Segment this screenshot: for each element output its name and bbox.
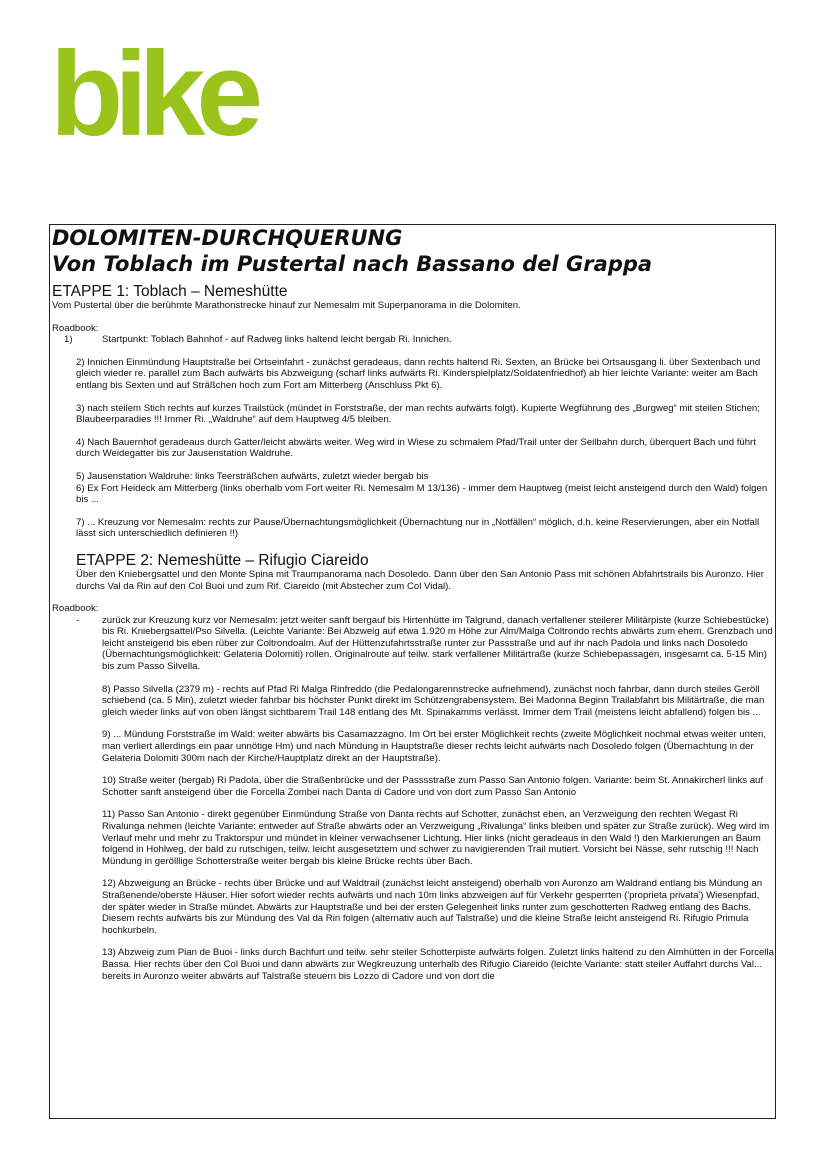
stage1-heading: ETAPPE 1: Toblach – Nemeshütte — [52, 283, 288, 300]
stage2-intro: Über den Kniebergsattel und den Monte Spina mit Traumpanorama nach Dosoledo. Dann über den San Antonio Pass mit schönen Abfahrtstrails bis Auronzo. Hier durchs Val da Rin auf den Col Buoi und zum Rif. Ciareido (mit Abstecher zum Col Vidal). — [76, 568, 764, 592]
stage2-step-first — [52, 615, 775, 673]
stage2-step: 10) Straße weiter (bergab) Ri Padola, über die Straßenbrücke und der Passsstraße zum Passo San Antonio folgen. Variante: beim St. Annakircherl links auf Schotter sanft ansteigend über die Forcella Zombei nach Danta di Cadore und von dort zum Passo San Antonio — [102, 775, 764, 798]
stage2-step: 11) Passo San Antonio - direkt gegenüber Einmündung Straße von Danta rechts auf Schotter, zunächst eben, an Verzweigung den rechten Wegast Ri Rivalunga nehmen (leichte Variante: entweder auf Straße abwärts oder an Verzweigung „Rivalunga“ links bleiben und später zur Straße zurück). Weg wird im Verlauf mehr und mehr zu Traktorspur und mündet in kleiner verwachsener Lichtung. Hier links (nicht geradeaus in den Wald !) den Markierungen an Baum folgend in Hohlweg, der bald zu rutschigen, teilw. leicht ausgesetztem und schwer zu navigierenden Trail mutiert. Vorsicht bei Nässe, sehr rutschig !!! Nach Mündung in gerölllige Schotterstraße weiter bergab bis kleine Brücke rechts über Bach. — [102, 809, 770, 867]
stage2-step: 12) Abzweigung an Brücke - rechts über Brücke und auf Waldtrail (zunächst leicht ansteigend) oberhalb von Auronzo am Waldrand entlang bis Mündung an Straßenende/oberste Häuser. Hier sofort wieder rechts aufwärts und nach 10m links abzweigen auf für Verkehr gesperrten ('proprieta privata') Wiesenpfad, der später wieder in Straße mündet. Abwärts zur Hauptstraße und bei der ersten Gelegenheit links runter zum geschotterten Radweg entlang des Bachs. Diesem rechts aufwärts bis zur Mündung des Val da Rin folgen (alternativ auch auf Talstraße) und die kleine Straße leicht ansteigend Ri. Rifugio Primula hochkurbeln. — [102, 878, 763, 936]
stage2-step: 9) ... Mündung Forststraße im Wald: weiter abwärts bis Casamazzagno. Im Ort bei erster Möglichkeit rechts (zweite Möglichkeit nochmal etwas weiter unten, man verliert allerdings ein paar unnötige Hm) und nach Mündung in Hauptstraße dieser rechts leicht aufwärts nach Dosoledo folgen (Übernachtung in der Gelateria Dolomiti 300m nach der Kirche/Hauptplatz direkt an der Hauptstraße). — [102, 729, 766, 764]
stage1-step: 5) Jausenstation Waldruhe: links Teersträßchen aufwärts, zuletzt wieder bergab bis 6) Ex Fort Heideck am Mitterberg (links oberhalb vom Fort weiter Ri. Nemesalm M 13/136) - immer dem Hauptweg (meist leicht ansteigend durch den Wald) folgen bis ... — [76, 470, 768, 506]
stage2-step-first-text: zurück zur Kreuzung kurz vor Nemesalm: jetzt weiter sanft bergauf bis Hirtenhütte im Talgrund, danach verfallener steilerer Militärpiste (kurze Schiebestücke) bis Ri. Kniebergsattel/Pso Silvella. (Leichte Variante: Bei Abzweig auf etwa 1.920 m Höhe zur Alm/Malga Coltrondo rechts abwärts zum ehem. Grenzbach und leicht ansteigend bis eben rüber zur Coltrondoalm. Auf der Hüttenzufahrtsstraße runter zur Passstraße und auf ihr nach Padola und links nach Dosoledo (Übernachtungsmöglichkeit: Gelateria Dolomiti) rollen. Originalroute auf teilw. stark verfallener Militärtraße (kurze Schiebepassagen, insgesamt ca. 5-15 Min) bis zum Passo Silvella. — [102, 614, 773, 673]
document-title-line2: Von Toblach im Pustertal nach Bassano del Grappa — [52, 252, 653, 276]
stage2-step: 8) Passo Silvella (2379 m) - rechts auf Pfad Ri Malga Rinfreddo (die Pedalongarennstrecke aufnehmend), zunächst noch fahrbar, dann durch steiles Geröll schiebend (ca. 5 Min), zuletzt wieder fahrbar bis höchster Punkt direkt im Schützengrabensystem. Bei Madonna Beginn Trailabfahrt bis Militärtraße, die man gleich wieder links auf von oben längst sichtbarem Trail 148 entlang des Mt. Spinakamms verlässt. Immer dem Trail (meistens leicht abfallend) folgen bis ... — [102, 683, 765, 718]
stage2-step: 13) Abzweig zum Pian de Buoi - links durch Bachfurt und teilw. sehr steiler Schotterpiste aufwärts folgen. Zuletzt links haltend zu den Almhütten in der Forcella Bassa. Hier rechts über den Col Buoi und dann abwärts zur Wegkreuzung unterhalb des Rifugio Ciareido (leichte Variante: statt steiler Auffahrt durchs Val... bereits in Auronzo weiter abwärts auf Talstraße steuern bis Lozzo di Cadore und von dort die — [102, 947, 774, 982]
stage1-intro: Vom Pustertal über die berühmte Marathonstrecke hinauf zur Nemesalm mit Superpanorama in die Dolomiten. — [52, 300, 521, 311]
stage1-step-1-number: 1) — [64, 334, 73, 346]
document-frame — [49, 224, 776, 1119]
stage2-step-first-bullet: - — [76, 614, 80, 626]
stage1-step: 3) nach steilem Stich rechts auf kurzes Trailstück (mündet in Forststraße, der man rechts aufwärts folgt). Kupierte Wegführung des „Burgweg“ mit steilen Stichen; Blaubeerparadies !!! Immer Ri. „Waldruhe“ auf dem Hauptweg 4/5 bleiben. — [76, 402, 760, 426]
stage1-step-1 — [64, 334, 775, 346]
stage1-roadbook-label: Roadbook: — [52, 322, 99, 334]
stage2-heading: ETAPPE 2: Nemeshütte – Rifugio Ciareido — [76, 551, 369, 569]
document-title-line1: DOLOMITEN-DURCHQUERUNG — [52, 226, 403, 250]
stage1-step: 4) Nach Bauernhof geradeaus durch Gatter/leicht abwärts weiter. Weg wird in Wiese zu schmalem Pfad/Trail unter der Seilbahn durch, überquert Bach und führt durch Weidegatter bis zur Jausenstation Waldruhe. — [76, 436, 756, 460]
stage1-step-1-text: Startpunkt: Toblach Bahnhof - auf Radweg links haltend leicht bergab Ri. Innichen. — [102, 334, 452, 346]
stage2-roadbook-label: Roadbook: — [52, 603, 99, 615]
stage1-step: 2) Innichen Einmündung Hauptstraße bei Ortseinfahrt - zunächst geradeaus, dann rechts haltend Ri. Sexten, an Brücke bei Ortsausgang li. über Sextenbach und gleich wieder re. parallel zum Bach aufwärts bis Abzweigung (scharf links aufwärts Ri. Kinderspielplatz/Soldatenfriedhof) ab hier leichte Variante: weiter am Bach entlang bis Sexten und auf Sträßchen hoch zum Fort am Mitterberg (Anschluss Pkt 6). — [76, 356, 761, 391]
stage1-step: 7) ... Kreuzung vor Nemesalm: rechts zur Pause/Übernachtungsmöglichkeit (Übernachtung nur in „Notfällen“ möglich, d.h. keine Reservierungen, aber ein Notfall lässt sich unterschiedlich definieren !!) — [76, 516, 760, 540]
bike-logo: bike — [50, 27, 255, 161]
